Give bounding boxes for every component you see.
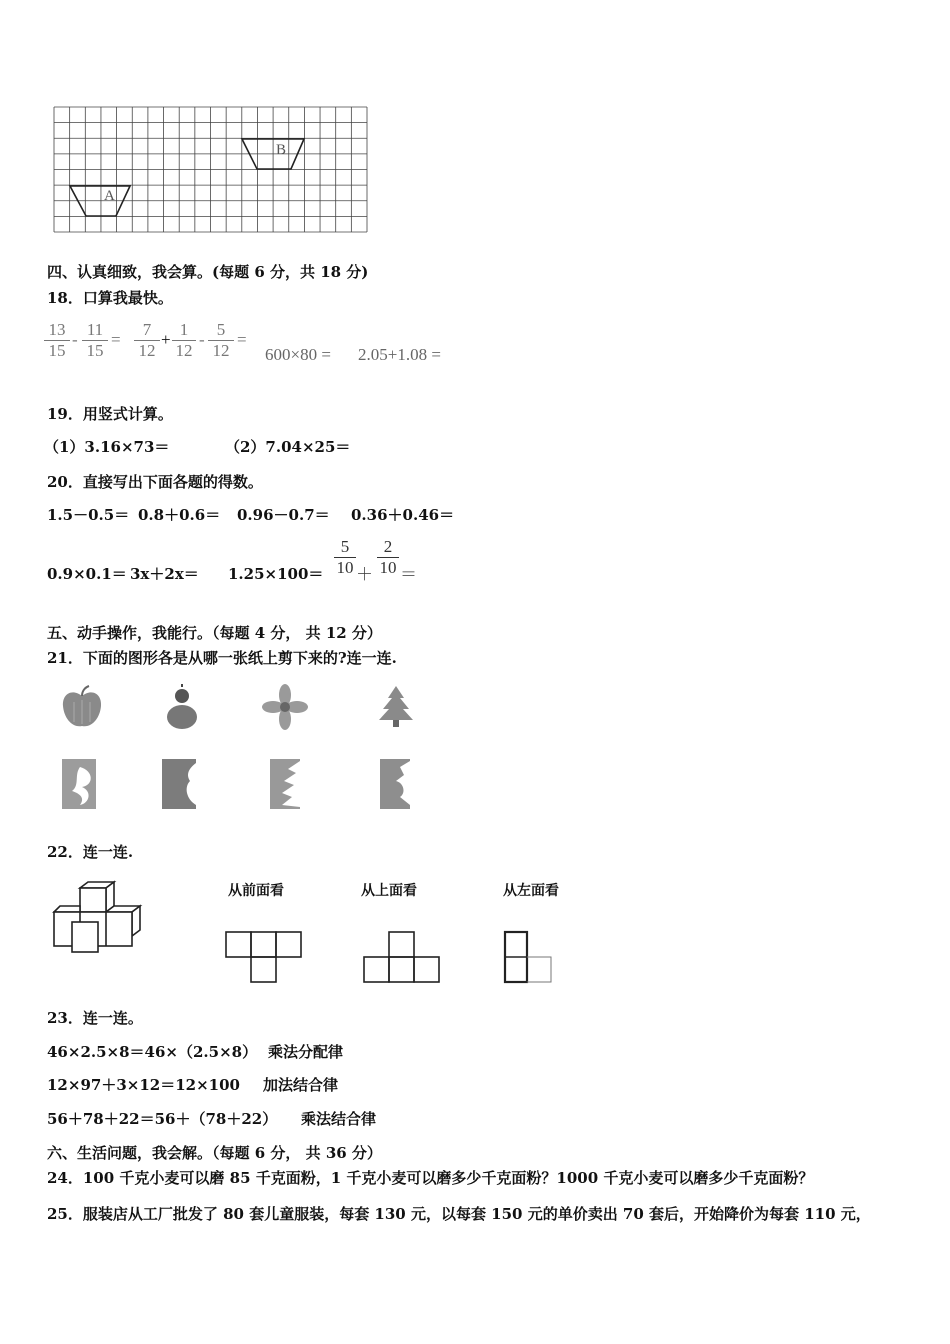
paper-3-icon bbox=[268, 757, 304, 811]
fraction-1-12: $\frac{1}{12}$ bbox=[172, 320, 196, 361]
paper-4-icon bbox=[378, 757, 414, 811]
q23-law-3: 乘法结合律 bbox=[301, 1110, 377, 1128]
view-left-label: 从左面看 bbox=[503, 883, 559, 899]
q23-law-1: 乘法分配律 bbox=[268, 1043, 344, 1061]
equals-sign: = bbox=[111, 330, 121, 349]
view-top-drawing bbox=[362, 930, 442, 984]
section6-title: 六、生活问题，我会解。（每题 6 分， 共 36 分） bbox=[47, 1144, 382, 1162]
view-front-drawing bbox=[224, 930, 304, 984]
q20-item-1: 1.5－0.5＝ bbox=[47, 506, 130, 524]
q23-title: 23．连一连。 bbox=[47, 1009, 143, 1027]
q24-text: 24．100 千克小麦可以磨 85 千克面粉，1 千克小麦可以磨多少千克面粉？1000 千克小麦可以磨多少千克面粉？ bbox=[47, 1169, 814, 1187]
expr-2.05+1.08: 2.05+1.08 = bbox=[358, 345, 441, 364]
q21-title: 21．下面的图形各是从哪一张纸上剪下来的?连一连. bbox=[47, 649, 397, 667]
equals-sign-2: = bbox=[237, 330, 247, 349]
q19-title: 19．用竖式计算。 bbox=[47, 405, 173, 423]
q20-item-2: 0.8＋0.6＝ bbox=[138, 506, 221, 524]
q20-item-5: 0.9×0.1＝ bbox=[47, 565, 127, 583]
q22-title: 22．连一连. bbox=[47, 843, 134, 861]
fraction-5-12: $\frac{5}{12}$ bbox=[208, 320, 234, 361]
fraction-2-10: $\frac{2}{10}$ bbox=[377, 537, 399, 578]
fraction-13-15: $\frac{13}{15}$ bbox=[44, 320, 70, 361]
q23-expr-1: 46×2.5×8＝46×（2.5×8） bbox=[47, 1043, 258, 1061]
q20-item-7: 1.25×100＝ bbox=[228, 565, 324, 583]
apple-icon bbox=[58, 684, 106, 732]
fraction-7-12: $\frac{7}{12}$ bbox=[134, 320, 160, 361]
label-b: B bbox=[276, 142, 287, 158]
q19-part1: （1）3.16×73＝ bbox=[44, 438, 170, 456]
q23-expr-2: 12×97＋3×12＝12×100 bbox=[47, 1076, 240, 1094]
section5-title: 五、动手操作，我能行。（每题 4 分， 共 12 分） bbox=[47, 624, 382, 642]
equals-sign-q20: ＝ bbox=[400, 565, 417, 584]
fraction-5-10: $\frac{5}{10}$ bbox=[334, 537, 356, 578]
cube-stack-figure bbox=[50, 880, 150, 960]
q20-item-3: 0.96－0.7＝ bbox=[237, 506, 330, 524]
expr-600x80: 600×80 = bbox=[265, 345, 331, 364]
q18-title: 18．口算我最快。 bbox=[47, 289, 173, 307]
gourd-icon bbox=[160, 684, 204, 732]
paper-1-icon bbox=[60, 757, 100, 811]
view-left-drawing bbox=[503, 930, 559, 984]
view-top-label: 从上面看 bbox=[361, 883, 417, 899]
minus-sign: - bbox=[72, 330, 78, 349]
flower-icon bbox=[262, 684, 308, 730]
q23-expr-3: 56＋78＋22＝56＋（78＋22） bbox=[47, 1110, 278, 1128]
paper-2-icon bbox=[160, 757, 200, 811]
tree-icon bbox=[373, 684, 419, 728]
plus-sign-q20: ＋ bbox=[356, 565, 373, 584]
view-front-label: 从前面看 bbox=[228, 883, 284, 899]
q23-law-2: 加法结合律 bbox=[263, 1076, 339, 1094]
q20-item-6: 3x＋2x＝ bbox=[130, 565, 199, 583]
q19-part2: （2）7.04×25＝ bbox=[225, 438, 351, 456]
minus-sign-2: - bbox=[199, 330, 205, 349]
fraction-11-15: $\frac{11}{15}$ bbox=[82, 320, 108, 361]
q20-title: 20．直接写出下面各题的得数。 bbox=[47, 473, 263, 491]
plus-sign: + bbox=[161, 330, 171, 349]
q20-item-4: 0.36＋0.46＝ bbox=[351, 506, 455, 524]
section4-title: 四、认真细致，我会算。(每题 6 分，共 18 分) bbox=[47, 263, 369, 281]
q25-text: 25．服装店从工厂批发了 80 套儿童服装，每套 130 元，以每套 150 元的单价卖出 70 套后，开始降价为每套 110 元， bbox=[47, 1205, 871, 1223]
grid-figure bbox=[54, 107, 368, 233]
label-a: A bbox=[104, 188, 115, 204]
